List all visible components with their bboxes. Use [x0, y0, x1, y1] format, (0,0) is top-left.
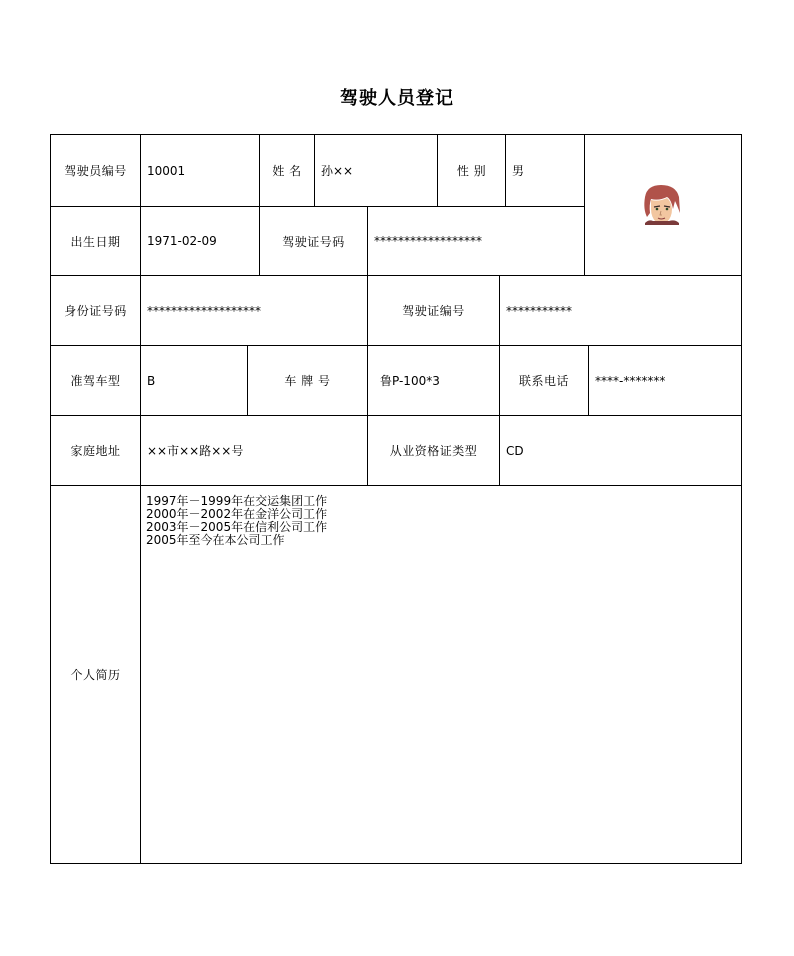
driver-no-value: 10001	[147, 163, 186, 178]
driver-no-label: 驾驶员编号	[64, 164, 127, 178]
birth-date-label: 出生日期	[70, 234, 121, 249]
resume-line: 2005年至今在本公司工作	[146, 533, 285, 547]
address-value: ××市××路××号	[147, 444, 244, 458]
resume-label: 个人简历	[70, 668, 121, 682]
resume-line: 2003年－2005年在信利公司工作	[146, 520, 328, 534]
plate-no-value: 鲁P-100*3	[380, 374, 440, 388]
driver-photo	[641, 183, 682, 225]
qualification-type-value: CD	[506, 443, 524, 458]
qualification-type-label: 从业资格证类型	[389, 444, 478, 458]
license-no-value: ******************	[374, 234, 482, 248]
birth-date-value: 1971-02-09	[147, 234, 217, 248]
resume-text	[146, 495, 327, 547]
gender-label: 性 别	[456, 164, 487, 178]
license-serial-value: ***********	[506, 303, 572, 318]
plate-no-label: 车 牌 号	[284, 374, 331, 388]
gender-value: 男	[512, 164, 525, 178]
license-no-label: 驾驶证号码	[282, 234, 345, 249]
driver-portrait-icon	[641, 183, 682, 225]
grid-line	[741, 134, 742, 864]
resume-line: 1997年－1999年在交运集团工作	[146, 494, 328, 508]
id-no-label: 身份证号码	[64, 304, 127, 318]
name-value: 孙××	[321, 164, 354, 178]
grid-line	[50, 863, 742, 864]
resume-line: 2000年－2002年在金洋公司工作	[146, 507, 328, 521]
phone-value: ****-*******	[595, 373, 666, 388]
page-title: 驾驶人员登记	[340, 88, 454, 109]
grid-line	[50, 485, 742, 486]
grid-line	[584, 134, 585, 276]
name-label: 姓 名	[272, 164, 302, 178]
address-label: 家庭地址	[70, 444, 121, 458]
vehicle-class-value: B	[147, 373, 156, 388]
vehicle-class-label: 准驾车型	[70, 374, 121, 388]
phone-label: 联系电话	[518, 374, 569, 388]
license-serial-label: 驾驶证编号	[402, 304, 465, 318]
id-no-value: *******************	[147, 303, 261, 318]
driver-registration-form	[50, 134, 742, 864]
